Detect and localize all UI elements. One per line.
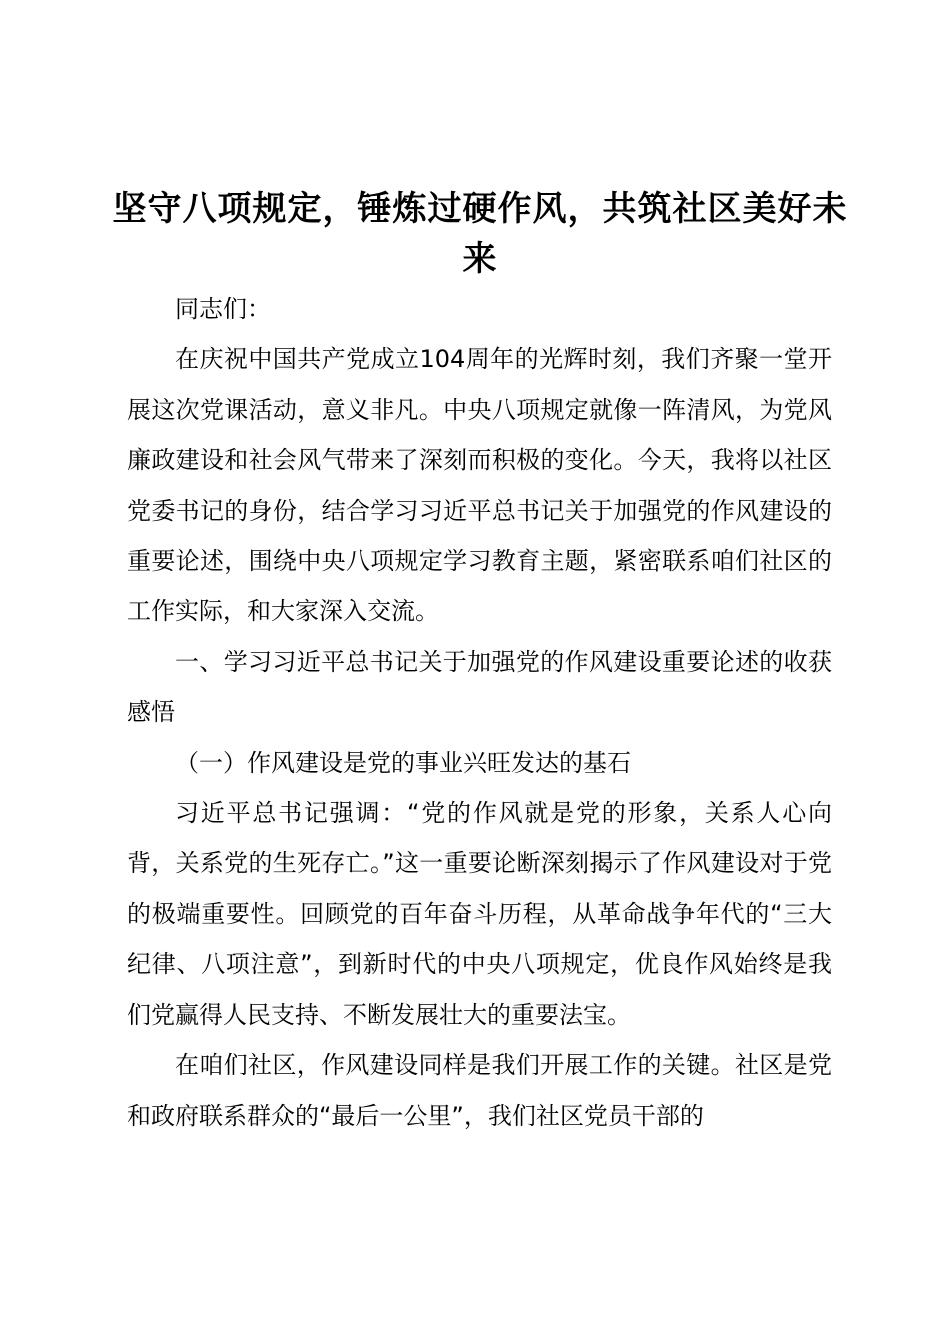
subsection-heading-1: （一）作风建设是党的事业兴旺发达的基石 [175,748,631,777]
document-body [127,284,832,1141]
salutation: 同志们： [175,295,271,323]
paragraph-intro: 在庆祝中国共产党成立104周年的光辉时刻，我们齐聚一堂开展这次党课活动，意义非凡。中央八项规定就像一阵清风，为党风廉政建设和社会风气带来了深刻而积极的变化。今天，我将以社区党委书记的身份，结合学习习近平总书记关于加强党的作风建设的重要论述，围绕中央八项规定学习教育主题，紧密联系咱们社区的工作实际，和大家深入交流。 [127,345,832,626]
section-heading-1: 一、学习习近平总书记关于加强党的作风建设重要论述的收获感悟 [127,647,832,727]
document-title: 坚守八项规定，锤炼过硬作风，共筑社区美好未来 [112,189,848,279]
paragraph-quote: 习近平总书记强调：“党的作风就是党的形象，关系人心向背，关系党的生死存亡。”这一重要论断深刻揭示了作风建设对于党的极端重要性。回顾党的百年奋斗历程，从革命战争年代的“三大纪律、八项注意”，到新时代的中央八项规定，优良作风始终是我们党赢得人民支持、不断发展壮大的重要法宝。 [127,799,832,1029]
paragraph-community: 在咱们社区，作风建设同样是我们开展工作的关键。社区是党和政府联系群众的“最后一公里”，我们社区党员干部的 [127,1051,832,1130]
